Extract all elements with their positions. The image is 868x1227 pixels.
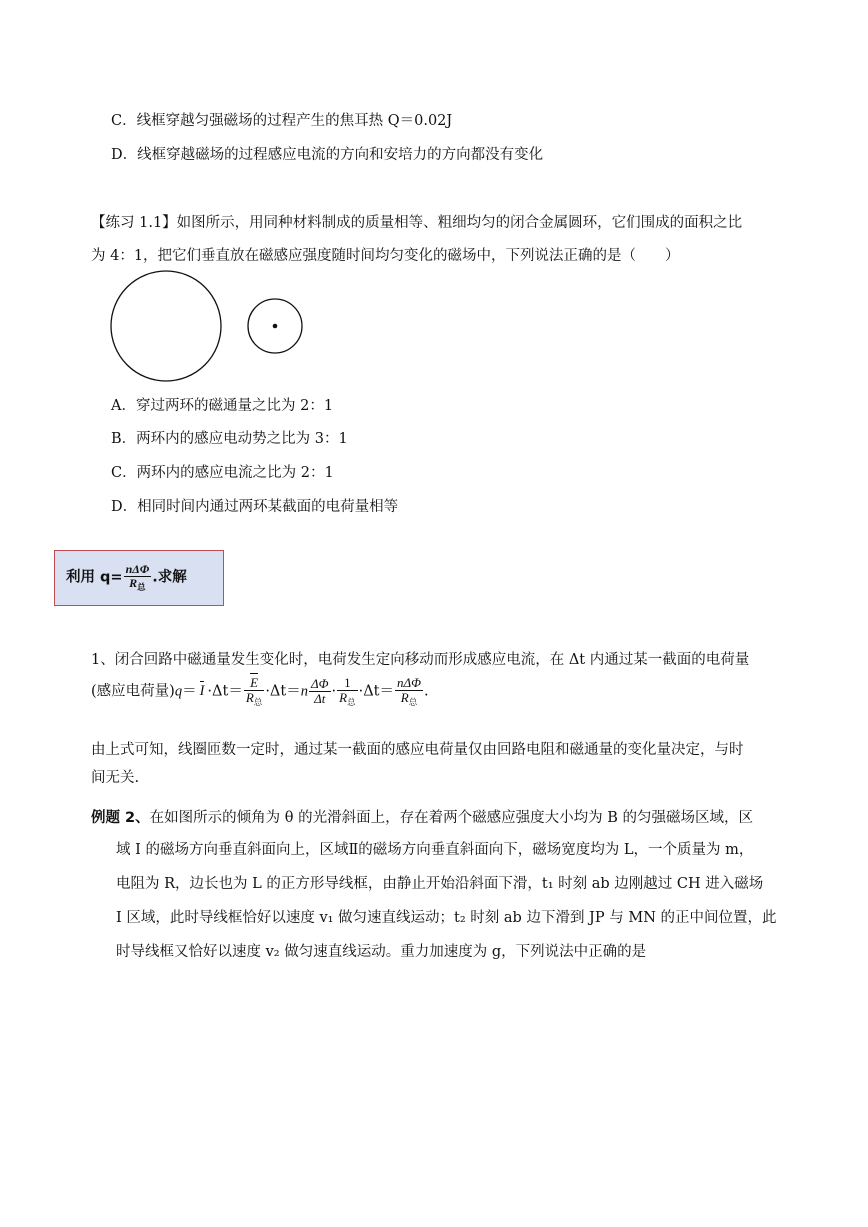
large-ring-icon [111, 271, 221, 381]
option-letter: D． [111, 147, 138, 163]
practice-text: 如图所示，用同种材料制成的质量相等、粗细均匀的闭合金属圆环，它们围成的面积之比 [176, 215, 743, 231]
option-letter: A． [111, 398, 136, 414]
practice-option-d [111, 495, 398, 516]
result-fraction: $\frac{\text{nΔΦ}}{R_总}$ [397, 675, 422, 707]
example-line2: 域 Ⅰ 的磁场方向垂直斜面向上，区域Ⅱ的磁场方向垂直斜面向下，磁场宽度均为 L，一个质量为 m， [116, 842, 754, 858]
option-text: 线框穿越匀强磁场的过程产生的焦耳热 Q＝0.02J [136, 113, 453, 129]
para2-line2: 间无关. [91, 770, 140, 786]
practice-option-b [111, 427, 348, 448]
para1-line1: 1、闭合回路中磁通量发生变化时，电荷发生定向移动而形成感应电流，在 Δt 内通过某一截面的电荷量 [91, 652, 750, 668]
option-text: 相同时间内通过两环某截面的电荷量相等 [137, 499, 399, 515]
option-text: 穿过两环的磁通量之比为 2：1 [135, 398, 334, 414]
practice-option-a [111, 394, 333, 415]
para1-formula-line: (感应电荷量)q＝ I ·Δt＝ $\frac{E}{R_总}$ ·Δt＝n $\frac{\Delta\Phi}{\Delta t}$ · $\frac{1}{R_总}$ ·Δt＝ $\frac{\text{nΔΦ}}{R_总}$ . [91, 675, 429, 707]
section-fraction [124, 563, 152, 592]
emf-fraction: $\frac{E}{R_总}$ [245, 675, 263, 707]
section-suffix: .求解 [152, 569, 187, 586]
option-c-top [111, 109, 452, 130]
option-letter: C． [111, 465, 137, 481]
section-heading [66, 563, 187, 592]
section-heading-box [54, 550, 224, 606]
example-line1: 例题 2、在如图所示的倾角为 θ 的光滑斜面上，存在着两个磁感应强度大小均为 B 的匀强磁场区域，区 [91, 810, 753, 826]
example-label: 例题 2、 [91, 810, 150, 826]
practice-question-line1 [91, 211, 742, 232]
option-text: 两环内的感应电流之比为 2：1 [136, 465, 334, 481]
example-line3: 电阻为 R，边长也为 L 的正方形导线框，由静止开始沿斜面下滑，t₁ 时刻 ab 边刚越过 CH 进入磁场 [116, 876, 764, 892]
inverse-r-fraction: $\frac{1}{R_总}$ [339, 675, 356, 707]
option-letter: B． [111, 431, 137, 447]
mean-current: I [199, 683, 205, 700]
fraction-numerator: nΔΦ [125, 562, 150, 576]
fraction-denominator: $R_总$ [129, 575, 146, 592]
practice-option-c [111, 461, 334, 482]
para2-line1: 由上式可知，线圈匝数一定时，通过某一截面的感应电荷量仅由回路电阻和磁通量的变化量决定，与时 [91, 742, 744, 758]
practice-question-line2: 为 4：1，把它们垂直放在磁感应强度随时间均匀变化的磁场中，下列说法正确的是（ ） [91, 248, 680, 264]
example-line5: 时导线框又恰好以速度 v₂ 做匀速直线运动。重力加速度为 g，下列说法中正确的是 [116, 944, 647, 960]
flux-rate-fraction: $\frac{\Delta\Phi}{\Delta t}$ [310, 676, 329, 706]
option-text: 线框穿越磁场的过程感应电流的方向和安培力的方向都没有变化 [137, 147, 544, 163]
option-letter: C． [111, 113, 137, 129]
center-dot-icon [273, 324, 278, 329]
rings-figure [105, 270, 315, 390]
practice-label: 【练习 1.1】 [91, 215, 177, 231]
option-text: 两环内的感应电动势之比为 3：1 [136, 431, 348, 447]
option-letter: D． [111, 499, 138, 515]
option-d-top [111, 143, 543, 164]
example-line4: Ⅰ 区域，此时导线框恰好以速度 v₁ 做匀速直线运动；t₂ 时刻 ab 边下滑到 JP 与 MN 的正中间位置，此 [116, 910, 777, 926]
section-prefix: 利用 q= [66, 569, 123, 586]
